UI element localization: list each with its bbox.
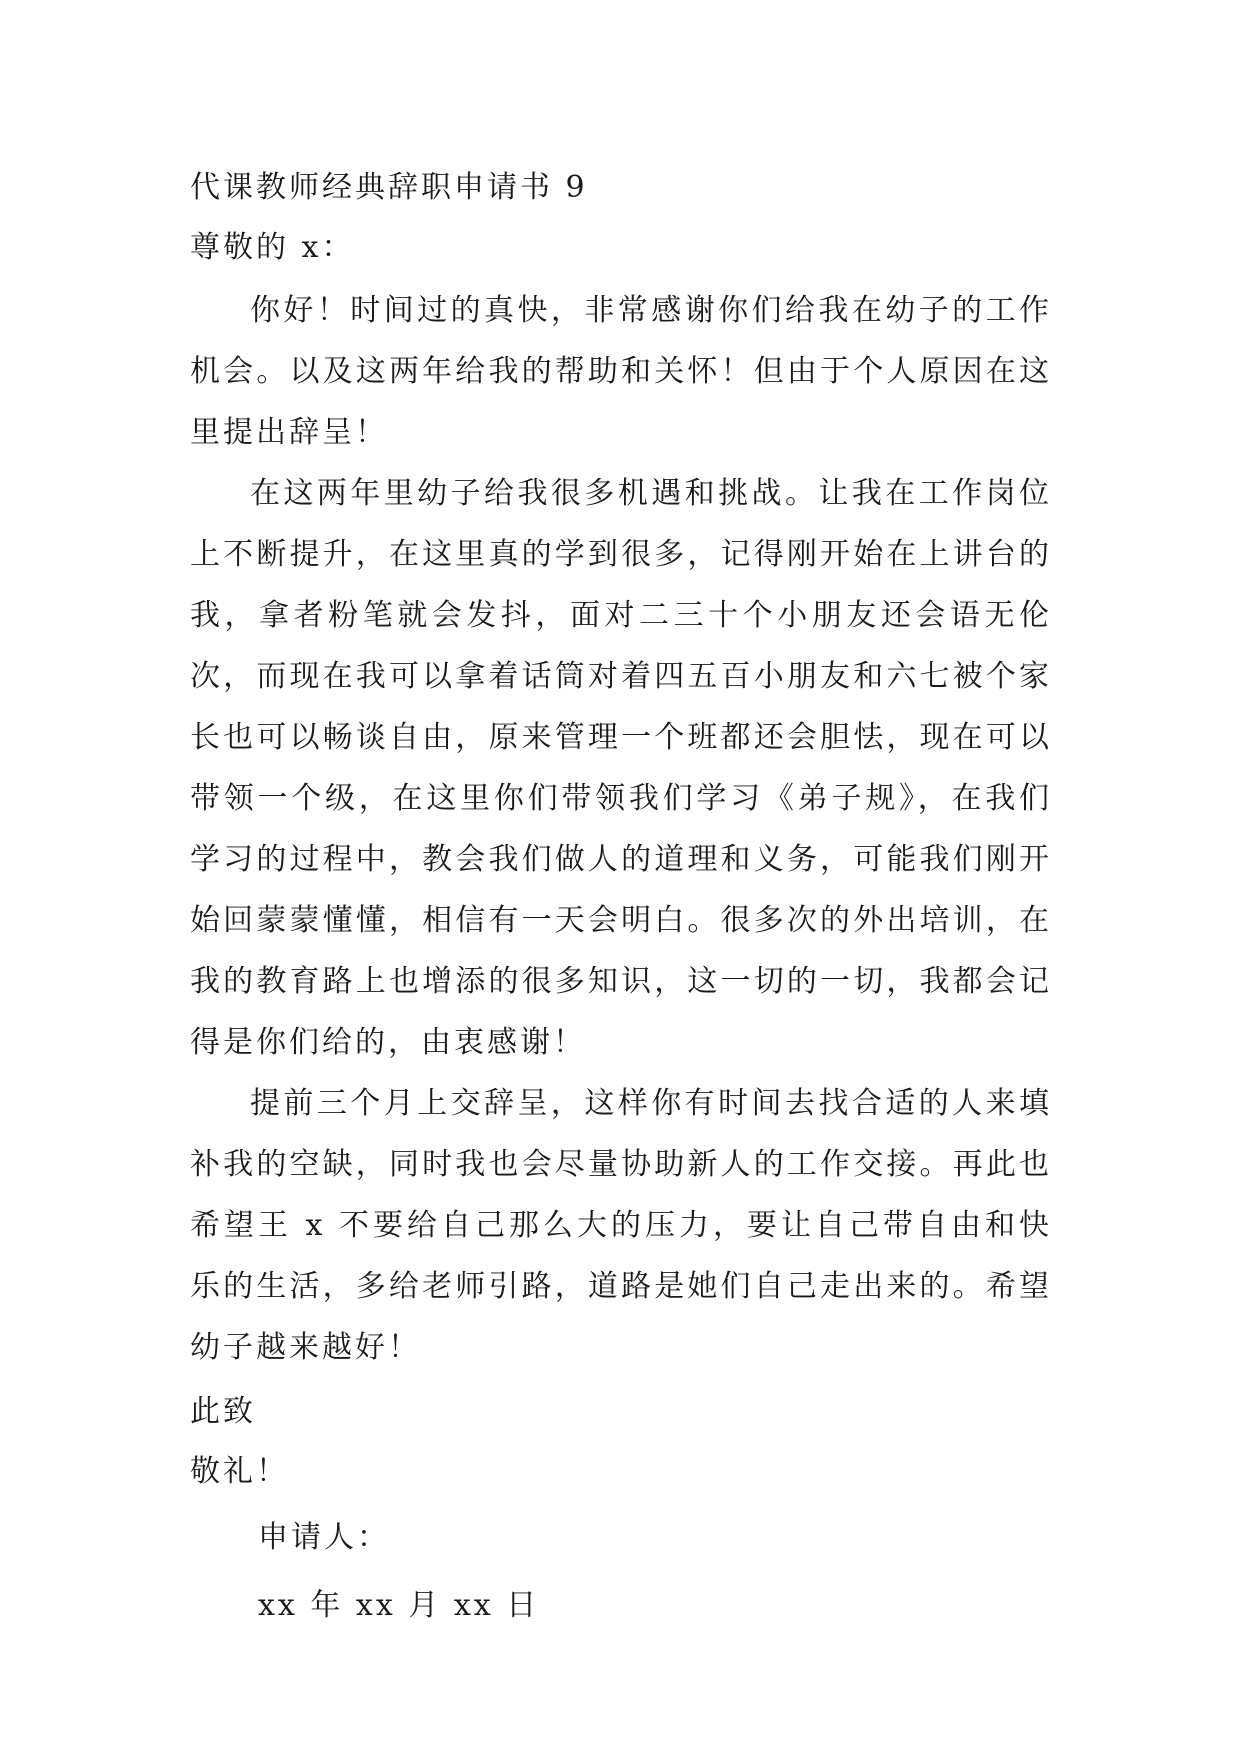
closing-line-2: 敬礼！ bbox=[190, 1454, 289, 1489]
salutation: 尊敬的 x： bbox=[190, 230, 355, 265]
document-title: 代课教师经典辞职申请书 9 bbox=[190, 170, 588, 205]
letter-page bbox=[190, 160, 1052, 1634]
paragraph-3: 提前三个月上交辞呈，这样你有时间去找合适的人来填补我的空缺，同时我也会尽量协助新人的工作交接。再此也希望王 x 不要给自己那么大的压力，要让自己带自由和快乐的生活，多给老师引路，道路是她们自己走出来的。希望幼子越来越好！ bbox=[190, 1086, 1052, 1365]
paragraph-2: 在这两年里幼子给我很多机遇和挑战。让我在工作岗位上不断提升，在这里真的学到很多，记得刚开始在上讲台的我，拿者粉笔就会发抖，面对二三十个小朋友还会语无伦次，而现在我可以拿着话筒对着四五百小朋友和六七被个家长也可以畅谈自由，原来管理一个班都还会胆怯，现在可以带领一个级，在这里你们带领我们学习《弟子规》，在我们学习的过程中，教会我们做人的道理和义务，可能我们刚开始回蒙蒙懂懂，相信有一天会明白。很多次的外出培训，在我的教育路上也增添的很多知识，这一切的一切，我都会记得是你们给的，由衷感谢！ bbox=[190, 476, 1052, 1060]
closing-line-1: 此致 bbox=[190, 1394, 256, 1429]
applicant-label: 申请人： bbox=[258, 1520, 390, 1555]
signature-date: xx 年 xx 月 xx 日 bbox=[258, 1588, 540, 1623]
paragraph-1: 你好！时间过的真快，非常感谢你们给我在幼子的工作机会。以及这两年给我的帮助和关怀！但由于个人原因在这里提出辞呈！ bbox=[190, 293, 1052, 450]
